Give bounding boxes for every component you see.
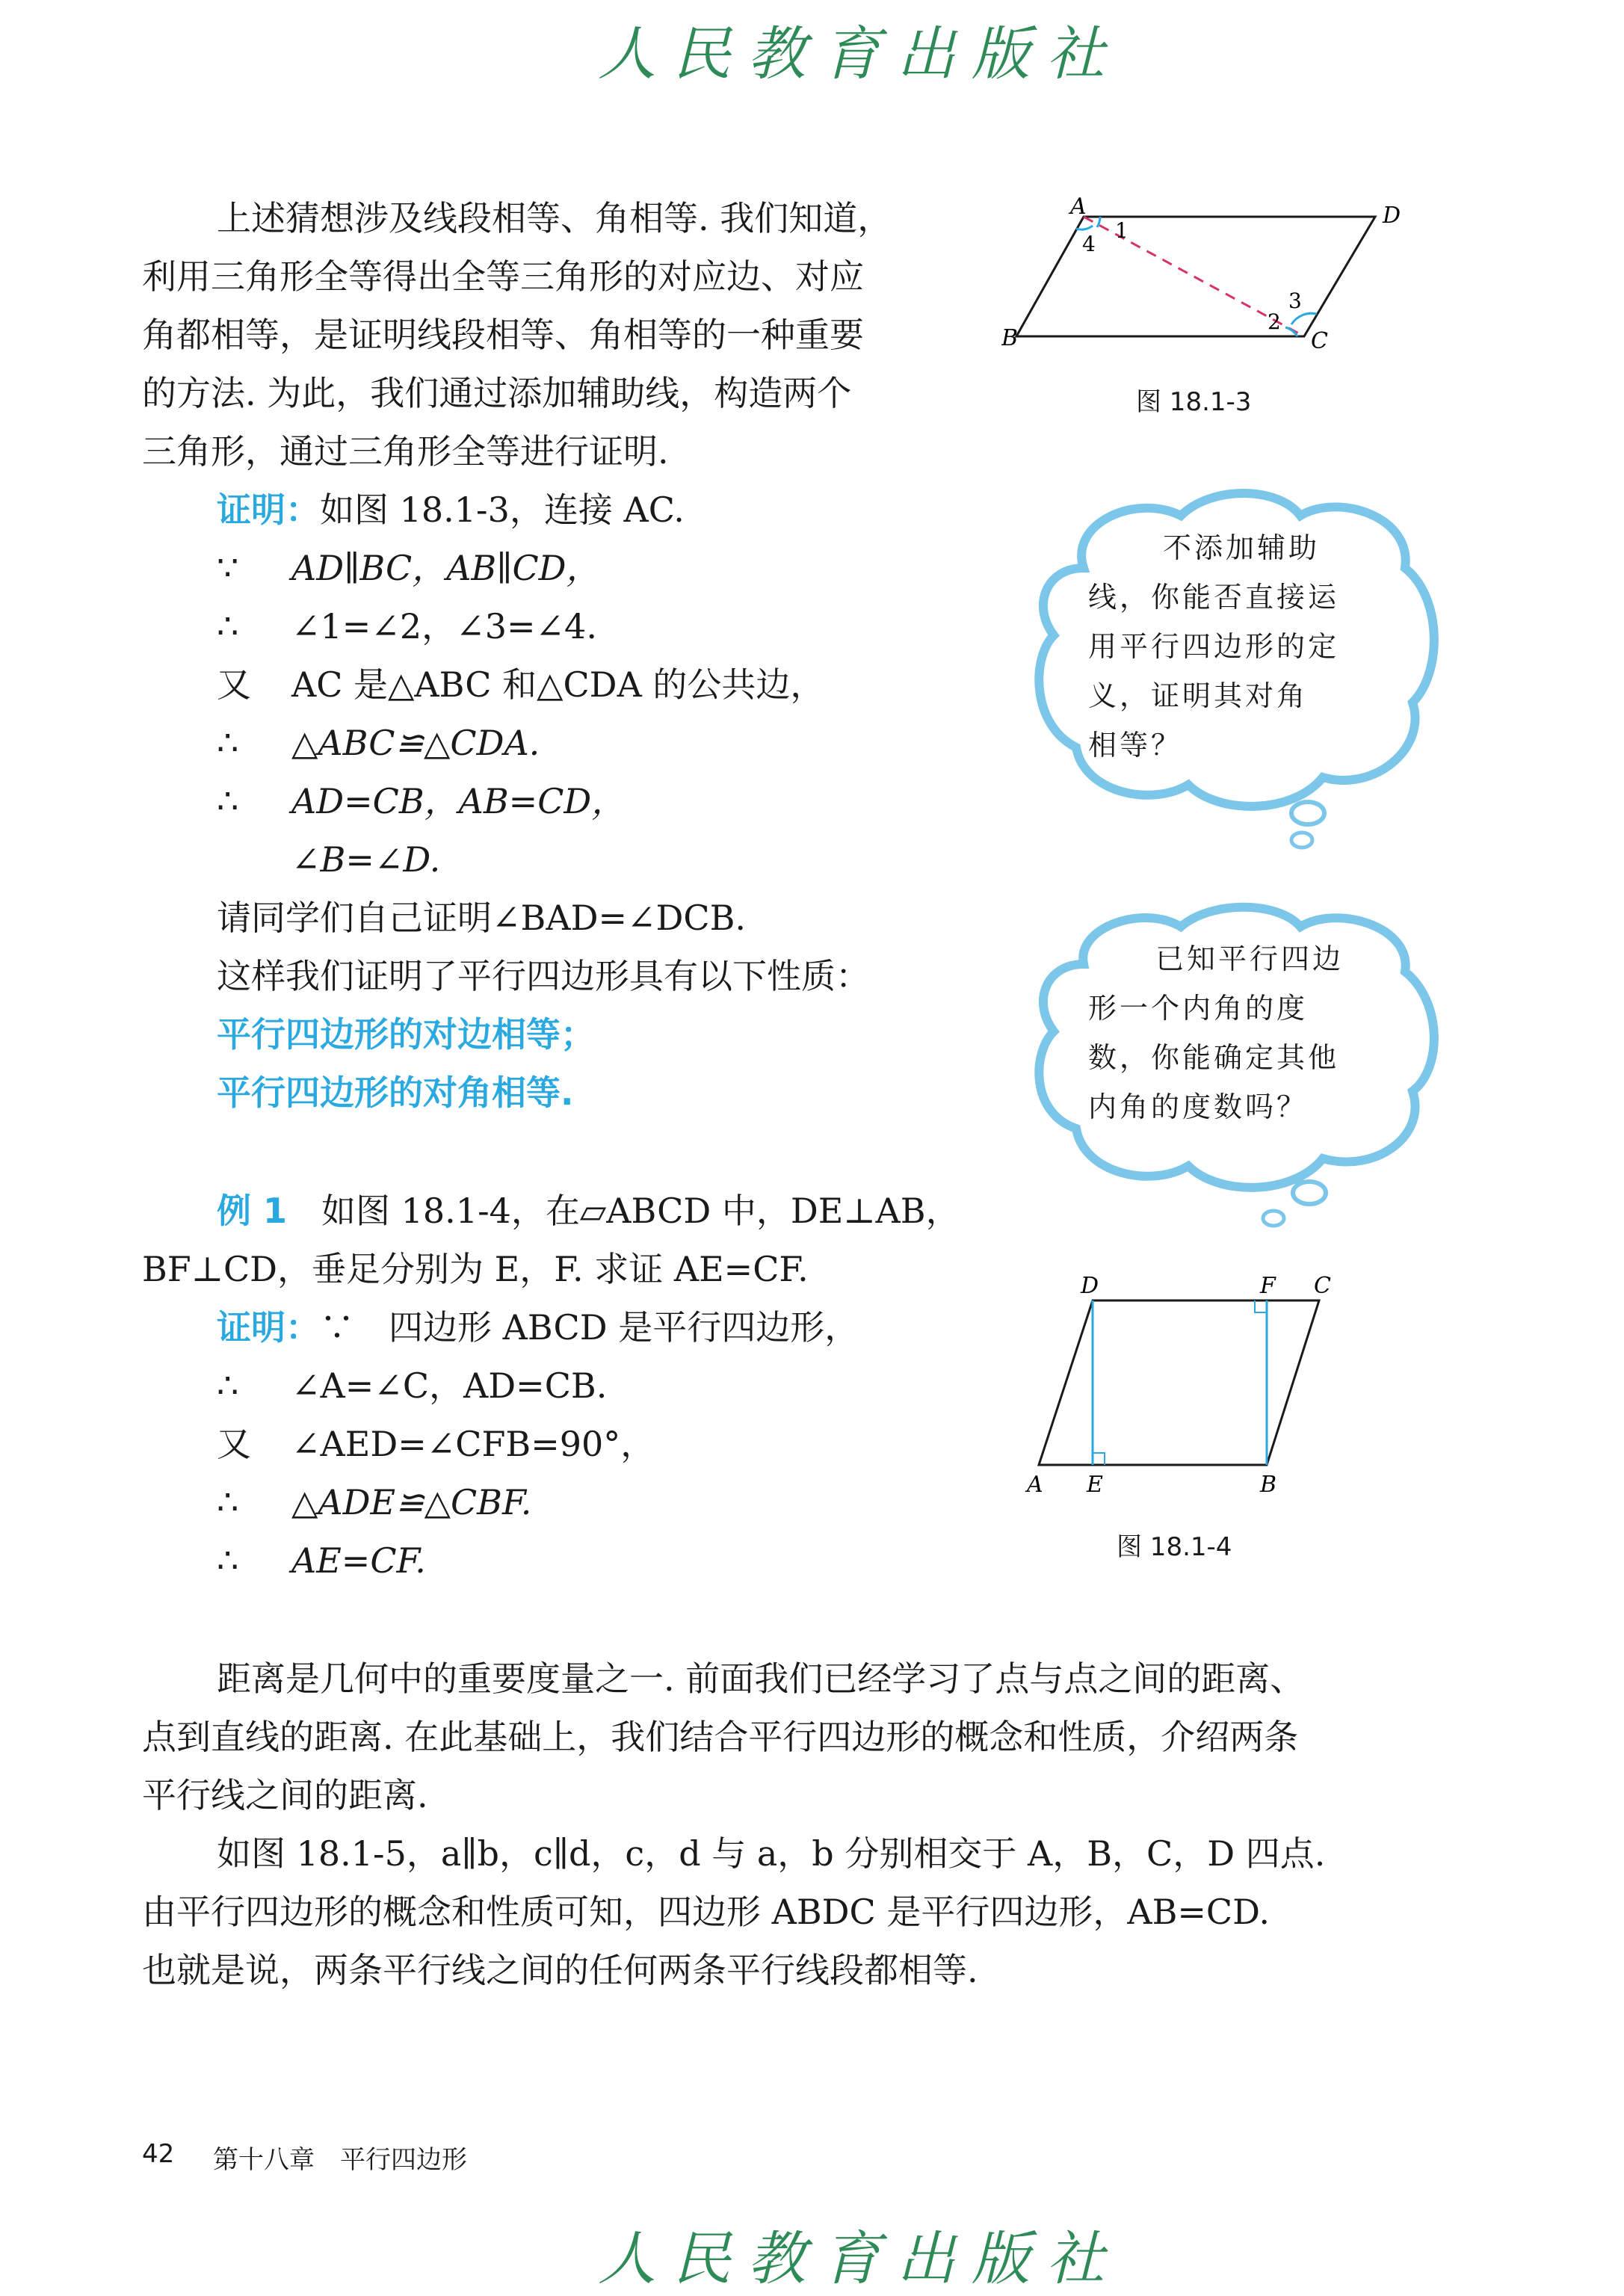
proof-step: ∠1=∠2，∠3=∠4. <box>291 606 597 646</box>
proof-step: ∠AED=∠CFB=90°， <box>291 1424 655 1464</box>
property-opposite-sides: 平行四边形的对边相等； <box>217 1014 595 1055</box>
figure-caption: 图 18.1-4 <box>1117 1532 1232 1562</box>
example1-proof-text: ∵ 四边形 ABCD 是平行四边形， <box>320 1307 859 1348</box>
bubble-dot <box>1293 1182 1326 1204</box>
proof-step: ∠B=∠D. <box>291 839 441 880</box>
bubble-dot <box>1263 1211 1284 1226</box>
proof1-first-line <box>217 487 685 532</box>
label-c: C <box>1314 1273 1331 1299</box>
bubble-dot <box>1291 833 1312 848</box>
distance-line: 平行线之间的距离. <box>142 1775 428 1815</box>
proof-label: 证明： <box>217 490 320 530</box>
thought2-line: 内角的度数吗？ <box>1088 1090 1309 1123</box>
proof-step: △ADE≌△CBF. <box>291 1482 532 1522</box>
distance-line: 由平行四边形的概念和性质可知，四边形 ABDC 是平行四边形，AB=CD. <box>142 1892 1270 1932</box>
right-angle-f <box>1255 1300 1267 1312</box>
proof-symbol: ∴ <box>217 1365 239 1406</box>
label-c: C <box>1311 328 1328 354</box>
label-a: A <box>1070 194 1087 220</box>
proof-step: AD=CB，AB=CD， <box>291 781 626 821</box>
label-b: B <box>1260 1472 1277 1498</box>
label-e: E <box>1087 1472 1103 1498</box>
right-angle-e <box>1093 1453 1105 1465</box>
distance-line: 距离是几何中的重要度量之一. 前面我们已经学习了点与点之间的距离、 <box>217 1658 1305 1699</box>
thought1-line: 线，你能否直接运 <box>1088 581 1340 614</box>
label-d: D <box>1383 203 1401 229</box>
thought2-line: 形一个内角的度 <box>1088 992 1309 1025</box>
distance-line: 也就是说，两条平行线之间的任何两条平行线段都相等. <box>142 1950 978 1990</box>
proof1-first: 如图 18.1-3，连接 AC. <box>320 490 685 530</box>
angle-label-4: 4 <box>1082 232 1096 256</box>
intro-line: 三角形，通过三角形全等进行证明. <box>142 431 669 472</box>
publisher-logo-bottom: 人民教育出版社 <box>598 2226 1122 2293</box>
proof-symbol: ∴ <box>217 723 239 763</box>
proof-symbol: ∴ <box>217 606 239 646</box>
distance-line: 如图 18.1-5，a∥b，c∥d，c，d 与 a，b 分别相交于 A，B，C，D 四点. <box>217 1833 1326 1874</box>
thought1-line: 用平行四边形的定 <box>1088 630 1340 663</box>
chapter-title: 第十八章 平行四边形 <box>213 2145 467 2175</box>
angle-label-3: 3 <box>1288 288 1302 313</box>
proof-step: AC 是△ABC 和△CDA 的公共边， <box>291 664 825 705</box>
proof-symbol: ∴ <box>217 1540 239 1581</box>
figure-18-1-4 <box>1016 1263 1360 1510</box>
example-label: 例 1 <box>217 1191 288 1231</box>
proof-step: △ABC≌△CDA. <box>291 723 540 763</box>
intro-line: 角都相等，是证明线段相等、角相等的一种重要 <box>142 315 864 355</box>
proof-step: AD∥BC，AB∥CD， <box>291 548 601 588</box>
thought2-line: 数，你能确定其他 <box>1088 1041 1340 1074</box>
proof-symbol: ∴ <box>217 1482 239 1522</box>
proof-label: 证明： <box>217 1307 320 1348</box>
label-f: F <box>1260 1273 1276 1299</box>
parallelogram-abcd <box>1039 1300 1319 1465</box>
label-d: D <box>1081 1273 1099 1299</box>
example1-line1 <box>217 1188 960 1233</box>
angle-label-2: 2 <box>1268 309 1281 334</box>
property-opposite-angles: 平行四边形的对角相等. <box>217 1073 574 1113</box>
proof-symbol: 又 <box>217 1424 251 1464</box>
label-b: B <box>1001 325 1019 351</box>
proof-symbol: ∴ <box>217 781 239 821</box>
figure-caption: 图 18.1-3 <box>1136 387 1252 417</box>
distance-line: 点到直线的距离. 在此基础上，我们结合平行四边形的概念和性质，介绍两条 <box>142 1717 1299 1757</box>
example1-line2: BF⊥CD，垂足分别为 E，F. 求证 AE=CF. <box>142 1249 809 1289</box>
publisher-logo-top: 人民教育出版社 <box>598 21 1122 88</box>
proof-symbol: 又 <box>217 664 251 705</box>
proof-step: ∠A=∠C，AD=CB. <box>291 1365 608 1406</box>
proof1-ask: 请同学们自己证明∠BAD=∠DCB. <box>217 898 747 938</box>
proof-step: AE=CF. <box>291 1540 426 1581</box>
thought1-line: 相等？ <box>1088 729 1183 762</box>
thought1-line: 义，证明其对角 <box>1088 679 1309 712</box>
label-a: A <box>1027 1472 1043 1498</box>
proof-symbol: ∵ <box>217 548 239 588</box>
intro-line: 的方法. 为此，我们通过添加辅助线，构造两个 <box>142 373 852 413</box>
thought1-line: 不添加辅助 <box>1163 531 1321 564</box>
intro-line: 利用三角形全等得出全等三角形的对应边、对应 <box>142 256 864 297</box>
figure-18-1-3 <box>1001 187 1420 359</box>
example1-proof-first <box>217 1305 859 1350</box>
intro-line: 上述猜想涉及线段相等、角相等. 我们知道， <box>217 198 892 238</box>
angle-label-1: 1 <box>1115 218 1129 243</box>
example1-text1: 如图 18.1-4，在▱ABCD 中，DE⊥AB， <box>321 1191 960 1231</box>
proof1-conclusion: 这样我们证明了平行四边形具有以下性质： <box>217 956 870 996</box>
bubble-dot <box>1291 802 1324 824</box>
page-number: 42 <box>142 2139 175 2169</box>
thought2-line: 已知平行四边 <box>1155 942 1344 975</box>
